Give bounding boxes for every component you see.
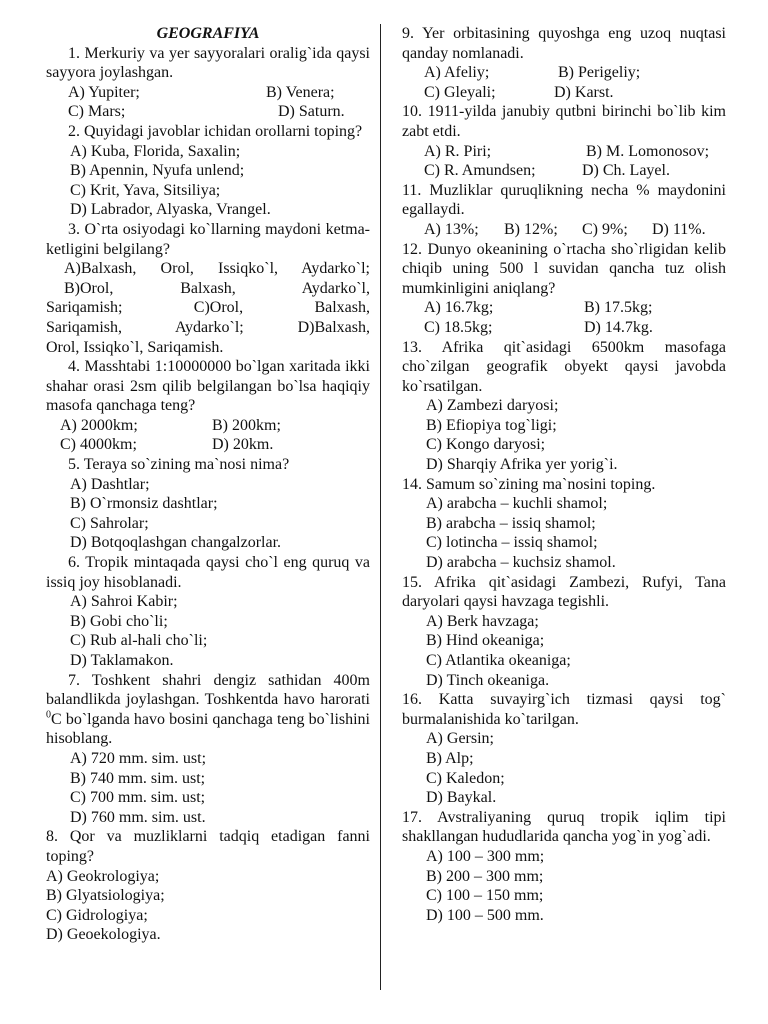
- question-6: 6. Tropik mintaqada qaysi cho`l eng quruq va issiq joy hisoblanadi.: [46, 554, 370, 591]
- q14-option: A) arabcha – kuchli shamol;: [426, 495, 608, 513]
- question-15: 15. Afrika qit`asidagi Zambezi, Rufyi, Tana daryolari qaysi havzaga tegishli.: [402, 573, 726, 611]
- q12-option-d: D) 14.7kg.: [584, 318, 653, 336]
- q10-option-b: B) M. Lomonosov;: [586, 142, 710, 160]
- question-17: 17. Avstraliyaning quruq tropik iqlim tipi shakllangan hududlarida qancha yog`in yog`adi.: [402, 808, 726, 846]
- q11-option-c: C) 9%;: [582, 220, 628, 238]
- q12-options-row-1: [402, 298, 726, 318]
- q13-option: A) Zambezi daryosi;: [426, 397, 559, 415]
- q2-option: A) Kuba, Florida, Saxalin;: [70, 142, 241, 160]
- q7-option: A) 720 mm. sim. ust;: [70, 749, 207, 767]
- q13-option: C) Kongo daryosi;: [426, 436, 546, 454]
- q12-option-a: A) 16.7kg;: [424, 299, 494, 317]
- q8-option: C) Gidrologiya;: [46, 906, 148, 924]
- q9-option-b: B) Perigeliy;: [558, 64, 641, 82]
- q17-option: D) 100 – 500 mm.: [426, 906, 544, 924]
- q4-option-b: B) 200km;: [212, 416, 281, 434]
- q12-option-c: C) 18.5kg;: [424, 318, 493, 336]
- q3-options-line: Sariqamish; C)Orol, Balxash,: [46, 299, 370, 317]
- q5-option: D) Botqoqlashgan changalzorlar.: [70, 534, 282, 552]
- q10-option-d: D) Ch. Layel.: [582, 162, 670, 180]
- q11-option-d: D) 11%.: [652, 220, 706, 238]
- q4-option-a: A) 2000km;: [60, 416, 138, 434]
- q2-option: B) Apennin, Nyufa unlend;: [70, 162, 245, 180]
- q17-option: A) 100 – 300 mm;: [426, 847, 545, 865]
- q1-option-a: A) Yupiter;: [68, 83, 140, 101]
- q1-options-row-1: [46, 83, 370, 103]
- q6-option: A) Sahroi Kabir;: [70, 593, 178, 611]
- q1-options-row-2: [46, 102, 370, 122]
- question-5: 5. Teraya so`zining ma`nosi nima?: [68, 456, 290, 474]
- question-8: 8. Qor va muzliklarni tadqiq etadigan fanni toping?: [46, 828, 370, 865]
- q6-option: D) Taklamakon.: [70, 652, 174, 669]
- q10-option-c: C) R. Amundsen;: [424, 162, 536, 180]
- q3-options-line: B)Orol, Balxash, Aydarko`l,: [64, 279, 370, 297]
- question-13: 13. Afrika qit`asidagi 6500km masofaga cho`zilgan geografik obyekt qaysi javobda ko`rsatilgan.: [402, 338, 726, 395]
- q14-option: B) arabcha – issiq shamol;: [426, 514, 596, 532]
- q7-text-end: C bo`lganda havo bosini qanchaga teng bo`lishini hisoblang.: [46, 710, 370, 748]
- question-11: 11. Muzliklar quruqlikning necha % maydonini egallaydi.: [402, 181, 726, 219]
- q15-option: A) Berk havzaga;: [426, 612, 539, 630]
- q8-option: D) Geoekologiya.: [46, 926, 161, 944]
- q7-option: D) 760 mm. sim. ust.: [70, 808, 206, 826]
- q12-options-row-2: [402, 318, 726, 338]
- q16-option: C) Kaledon;: [426, 769, 505, 787]
- q1-option-d: D) Saturn.: [278, 103, 345, 121]
- q8-option: A) Geokrologiya;: [46, 867, 160, 885]
- q6-option: C) Rub al-hali cho`li;: [70, 632, 208, 650]
- question-16: 16. Katta suvayirg`ich tizmasi qaysi tog` burmalanishida ko`tarilgan.: [402, 691, 726, 728]
- q9-options-row-2: [402, 83, 726, 103]
- q7-option: C) 700 mm. sim. ust;: [70, 789, 206, 807]
- q9-option-d: D) Karst.: [554, 83, 614, 101]
- q13-option: D) Sharqiy Afrika yer yorig`i.: [426, 456, 618, 474]
- q10-options-row-2: [402, 161, 726, 181]
- q10-options-row-1: [402, 142, 726, 162]
- q17-option: C) 100 – 150 mm;: [426, 887, 544, 905]
- q3-options-line: Sariqamish, Aydarko`l; D)Balxash,: [46, 318, 370, 336]
- question-14: 14. Samum so`zining ma`nosini toping.: [402, 475, 656, 493]
- q1-option-c: C) Mars;: [68, 103, 126, 121]
- q7-option: B) 740 mm. sim. ust;: [70, 769, 206, 787]
- q3-options-line: A)Balxash, Orol, Issiqko`l, Aydarko`l;: [64, 260, 370, 278]
- q8-option: B) Glyatsiologiya;: [46, 887, 165, 905]
- q7-degree-sup: 0: [46, 709, 51, 721]
- q11-options-row: [402, 220, 726, 240]
- q5-option: C) Sahrolar;: [70, 514, 149, 532]
- q15-option: C) Atlantika okeaniga;: [426, 652, 571, 669]
- q4-options-row-2: [46, 435, 370, 455]
- q1-option-b: B) Venera;: [266, 83, 335, 101]
- q11-option-b: B) 12%;: [504, 220, 558, 238]
- question-9: 9. Yer orbitasining quyoshga eng uzoq nuqtasi qanday nomlanadi.: [402, 25, 726, 62]
- q17-option: B) 200 – 300 mm;: [426, 867, 544, 885]
- q9-options-row-1: [402, 63, 726, 83]
- q16-option: D) Baykal.: [426, 789, 497, 807]
- q4-option-d: D) 20km.: [212, 436, 274, 454]
- q16-option: A) Gersin;: [426, 730, 494, 748]
- column-divider: [380, 24, 381, 990]
- q4-option-c: C) 4000km;: [60, 436, 137, 454]
- q9-option-c: C) Gleyali;: [424, 83, 496, 101]
- q12-option-b: B) 17.5kg;: [584, 299, 653, 317]
- q6-option: B) Gobi cho`li;: [70, 612, 168, 630]
- q15-option: B) Hind okeaniga;: [426, 632, 545, 650]
- q10-option-a: A) R. Piri;: [424, 142, 492, 160]
- q5-option: A) Dashtlar;: [70, 475, 150, 493]
- q4-options-row-1: [46, 416, 370, 436]
- q9-option-a: A) Afeliy;: [424, 64, 490, 82]
- question-1: 1. Merkuriy va yer sayyoralari oralig`ida qaysi sayyora joylashgan.: [46, 44, 370, 82]
- q3-options-line: Orol, Issiqko`l, Sariqamish.: [46, 338, 224, 356]
- q13-option: B) Efiopiya tog`ligi;: [426, 416, 557, 434]
- q2-option: D) Labrador, Alyaska, Vrangel.: [70, 201, 271, 219]
- q16-option: B) Alp;: [426, 749, 474, 767]
- right-column: [402, 24, 726, 925]
- q14-option: C) lotincha – issiq shamol;: [426, 534, 598, 552]
- page-title: GEOGRAFIYA: [156, 25, 260, 42]
- question-3: 3. O`rta osiyodagi ko`llarning maydoni ketma-ketligini belgilang?: [46, 220, 370, 258]
- q5-option: B) O`rmonsiz dashtlar;: [70, 495, 218, 513]
- q14-option: D) arabcha – kuchsiz shamol.: [426, 554, 616, 572]
- question-4: 4. Masshtabi 1:10000000 bo`lgan xaritada ikki shahar orasi 2sm qilib belgilangan bo`lsa haqiqiy masofa qanchaga teng?: [46, 358, 370, 415]
- question-7: [46, 671, 370, 749]
- q15-option: D) Tinch okeaniga.: [426, 671, 550, 689]
- q2-option: C) Krit, Yava, Sitsiliya;: [70, 181, 221, 199]
- q11-option-a: A) 13%;: [424, 220, 479, 238]
- question-10: 10. 1911-yilda janubiy qutbni birinchi bo`lib kim zabt etdi.: [402, 103, 726, 140]
- question-2: 2. Quyidagi javoblar ichidan orollarni toping?: [68, 122, 363, 140]
- left-column: [46, 24, 370, 945]
- question-12: 12. Dunyo okeanining o`rtacha sho`rligidan kelib chiqib uning 500 l suvidan qancha tuz olish mumkinligini aniqlang?: [402, 240, 726, 297]
- q7-text-start: 7. Toshkent shahri dengiz sathidan 400m balandlikda joylashgan. Toshkentda havo harorati: [46, 671, 370, 709]
